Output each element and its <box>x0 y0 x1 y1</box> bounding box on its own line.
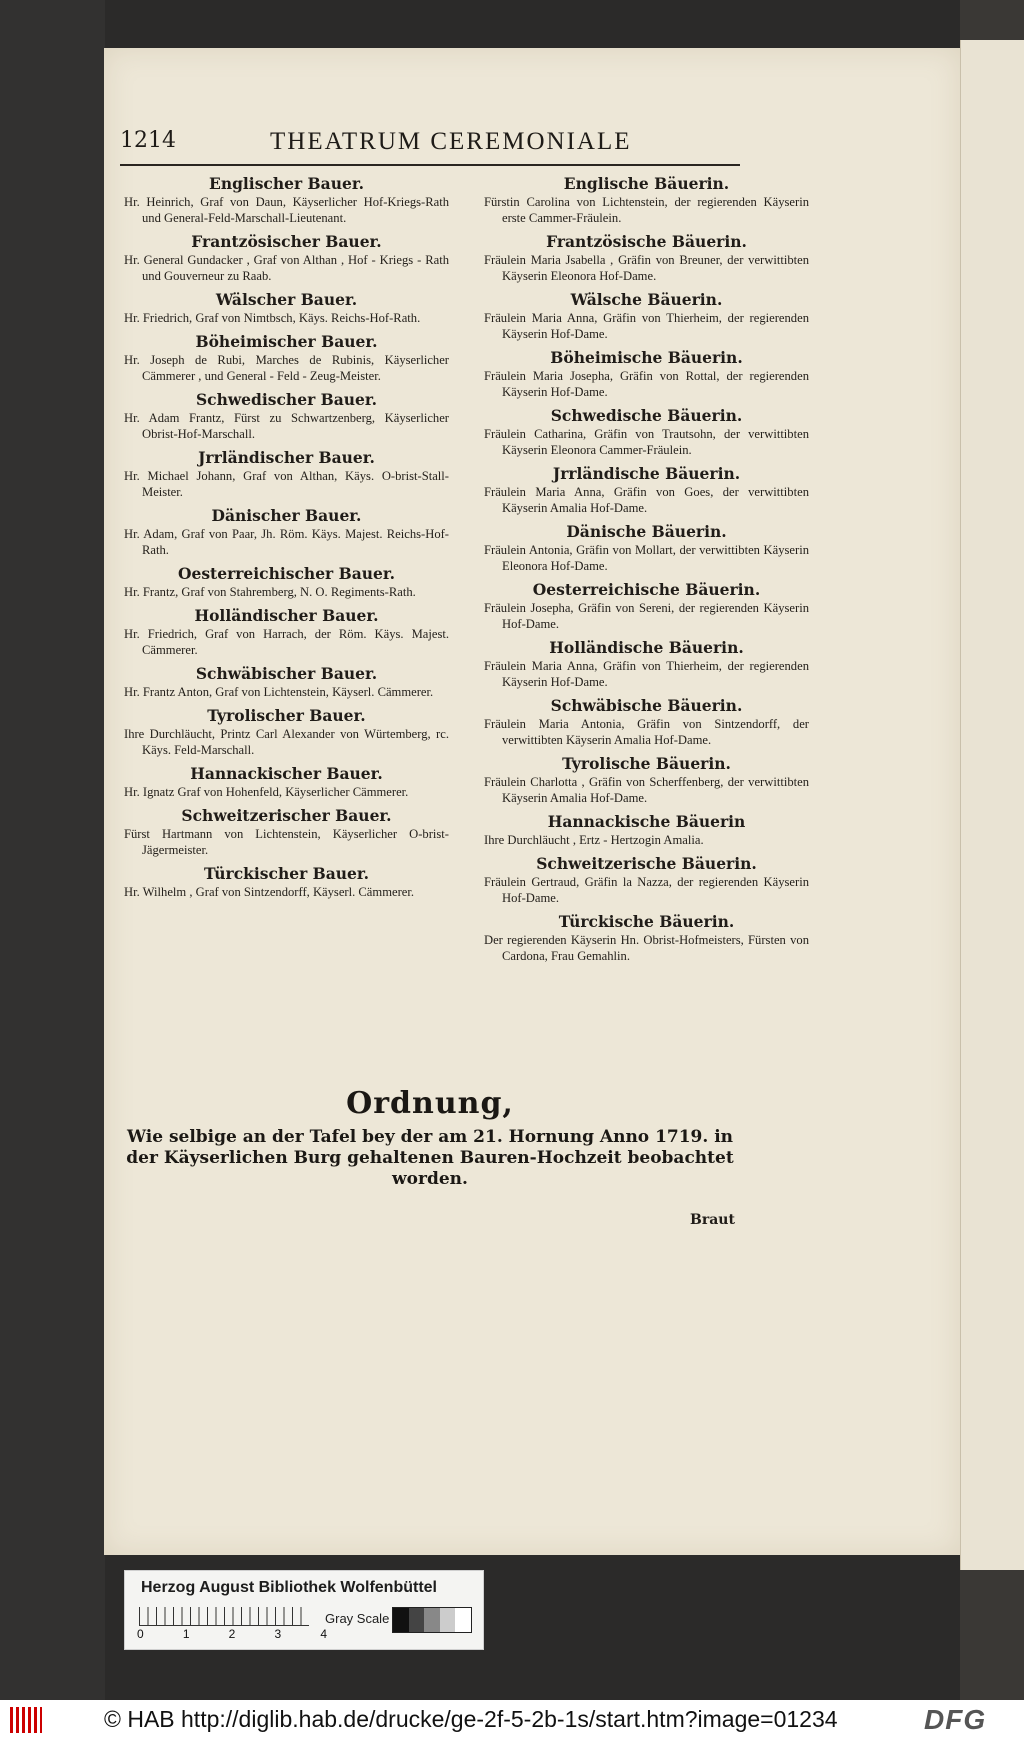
entry-text: Hr. Michael Johann, Graf von Althan, Käys. O-brist-Stall-Meister. <box>124 469 449 499</box>
entry-text: Hr. Wilhelm , Graf von Sintzendorff, Käyserl. Cämmerer. <box>124 885 415 899</box>
entry-title: Türckischer Bauer. <box>203 864 370 883</box>
entry-title: Wälsche Bäuerin. <box>570 290 723 309</box>
entry-title: Wälscher Bauer. <box>215 290 358 309</box>
entry-text: Ihre Durchläucht , Ertz - Hertzogin Amalia. <box>484 833 704 847</box>
entry-title: Holländischer Bauer. <box>194 606 379 625</box>
entry <box>124 232 449 284</box>
grayscale-patch <box>440 1608 456 1632</box>
ordnung-section <box>120 1086 740 1190</box>
ruler-number: 2 <box>228 1627 236 1641</box>
entry <box>484 290 809 342</box>
library-name: Herzog August Bibliothek Wolfenbüttel <box>141 1579 437 1596</box>
entry-title: Englische Bäuerin. <box>563 174 730 193</box>
entry-title: Schweitzerischer Bauer. <box>181 806 392 825</box>
entry <box>124 806 449 858</box>
entry-text: Hr. Friedrich, Graf von Harrach, der Röm. Käys. Majest. Cämmerer. <box>124 627 449 657</box>
entry-title: Schwedische Bäuerin. <box>550 406 743 425</box>
entry <box>124 706 449 758</box>
entry-text: Fräulein Gertraud, Gräfin la Nazza, der regierenden Käyserin Hof-Dame. <box>484 875 809 905</box>
entry <box>124 764 449 800</box>
grayscale-patch <box>409 1608 425 1632</box>
right-column <box>484 174 809 970</box>
entry-text: Hr. General Gundacker , Graf von Althan , Hof - Kriegs - Rath und Gouverneur zu Raab. <box>124 253 449 283</box>
entry <box>124 332 449 384</box>
entry <box>124 290 449 326</box>
entry-title: Schwedischer Bauer. <box>195 390 378 409</box>
entry-title: Oesterreichischer Bauer. <box>177 564 396 583</box>
catchword: Braut <box>690 1212 735 1228</box>
entry-title: Jrrländischer Bauer. <box>198 448 375 467</box>
entry-text: Fräulein Maria Jsabella , Gräfin von Breuner, der verwittibten Käyserin Eleonora Hof-Dame. <box>484 253 809 283</box>
entry <box>484 912 809 964</box>
page-header <box>120 128 740 174</box>
entry-title: Schwäbische Bäuerin. <box>550 696 743 715</box>
entry <box>484 580 809 632</box>
entry-text: Fräulein Maria Anna, Gräfin von Goes, der verwittibten Käyserin Amalia Hof-Dame. <box>484 485 809 515</box>
entry-text: Hr. Friedrich, Graf von Nimtbsch, Käys. Reichs-Hof-Rath. <box>124 311 421 325</box>
ordnung-title: Ordnung, <box>346 1086 514 1121</box>
background-left <box>0 0 105 1700</box>
entry-text: Fräulein Antonia, Gräfin von Mollart, der verwittibten Käyserin Eleonora Hof-Dame. <box>484 543 809 573</box>
entry <box>484 854 809 906</box>
page-number: 1214 <box>120 128 176 153</box>
entry-title: Dänische Bäuerin. <box>566 522 727 541</box>
entry-title: Böheimische Bäuerin. <box>550 348 743 367</box>
ruler-number: 3 <box>274 1627 282 1641</box>
entry-title: Jrrländische Bäuerin. <box>552 464 741 483</box>
entry <box>124 448 449 500</box>
grayscale-label: Gray Scale <box>325 1611 390 1626</box>
entry <box>484 522 809 574</box>
grayscale-patch <box>424 1608 440 1632</box>
entry <box>484 464 809 516</box>
entry-title: Dänischer Bauer. <box>211 506 362 525</box>
entry-title: Tyrolischer Bauer. <box>207 706 366 725</box>
running-title: THEATRUM CEREMONIALE <box>270 128 632 155</box>
entry-title: Hannackischer Bauer. <box>190 764 383 783</box>
ruler-number: 4 <box>320 1627 327 1641</box>
entry-text: Fräulein Charlotta , Gräfin von Scherffenberg, der verwittibten Käyserin Amalia Hof-Dame. <box>484 775 809 805</box>
ordnung-subtitle: Wie selbige an der Tafel bey der am 21. Hornung Anno 1719. in der Käyserlichen Burg gehaltenen Bauren-Hochzeit beobachtet worden. <box>126 1127 734 1189</box>
hab-logo-icon <box>10 1707 42 1733</box>
entry-title: Englischer Bauer. <box>209 174 364 193</box>
entry-text: Hr. Frantz Anton, Graf von Lichtenstein, Käyserl. Cämmerer. <box>124 685 434 699</box>
entry-title: Schweitzerische Bäuerin. <box>536 854 757 873</box>
entry-text: Fräulein Maria Josepha, Gräfin von Rottal, der regierenden Käyserin Hof-Dame. <box>484 369 809 399</box>
entry-text: Fräulein Catharina, Gräfin von Trautsohn, der verwittibten Käyserin Eleonora Cammer-Fräulein. <box>484 427 809 457</box>
footer-bar <box>0 1700 1024 1739</box>
entry-text: Der regierenden Käyserin Hn. Obrist-Hofmeisters, Fürsten von Cardona, Frau Gemahlin. <box>484 933 809 963</box>
next-page-edge <box>960 40 1024 1570</box>
ruler-number: 0 <box>137 1627 144 1641</box>
entry-title: Schwäbischer Bauer. <box>195 664 378 683</box>
entry <box>124 864 449 900</box>
entry <box>124 664 449 700</box>
entry-text: Hr. Heinrich, Graf von Daun, Käyserlicher Hof-Kriegs-Rath und General-Feld-Marschall-Lieutenant. <box>124 195 449 225</box>
source-url[interactable]: © HAB http://diglib.hab.de/drucke/ge-2f-5-2b-1s/start.htm?image=01234 <box>104 1706 838 1732</box>
entry-text: Fräulein Maria Anna, Gräfin von Thierheim, der regierenden Käyserin Hof-Dame. <box>484 659 809 689</box>
entry-title: Böheimischer Bauer. <box>195 332 378 351</box>
ruler <box>139 1607 309 1626</box>
entry-text: Fräulein Maria Antonia, Gräfin von Sintzendorff, der verwittibten Käyserin Amalia Hof-Dame. <box>484 717 809 747</box>
entry-text: Hr. Ignatz Graf von Hohenfeld, Käyserlicher Cämmerer. <box>124 785 409 799</box>
left-column <box>124 174 449 906</box>
dfg-logo: DFG <box>924 1704 987 1735</box>
entry-text: Fürst Hartmann von Lichtenstein, Käyserlicher O-brist-Jägermeister. <box>124 827 449 857</box>
ruler-number: 1 <box>182 1627 190 1641</box>
entry-text: Ihre Durchläucht, Printz Carl Alexander von Würtemberg, rc. Käys. Feld-Marschall. <box>124 727 449 757</box>
entry <box>484 406 809 458</box>
entry <box>124 606 449 658</box>
entry <box>484 232 809 284</box>
entry-text: Hr. Joseph de Rubi, Marches de Rubinis, Käyserlicher Cämmerer , und General - Feld - Zeug-Meister. <box>124 353 449 383</box>
entry <box>124 506 449 558</box>
entry-title: Frantzösischer Bauer. <box>191 232 382 251</box>
entry-title: Hannackische Bäuerin <box>547 812 746 831</box>
entry <box>484 754 809 806</box>
grayscale-swatch <box>392 1607 472 1633</box>
entry-text: Fräulein Josepha, Gräfin von Sereni, der regierenden Käyserin Hof-Dame. <box>484 601 809 631</box>
entry <box>484 638 809 690</box>
grayscale-patch <box>393 1608 409 1632</box>
entry <box>124 390 449 442</box>
entry <box>124 564 449 600</box>
entry-title: Frantzösische Bäuerin. <box>546 232 747 251</box>
entry-text: Hr. Adam Frantz, Fürst zu Schwartzenberg, Käyserlicher Obrist-Hof-Marschall. <box>124 411 449 441</box>
entry-title: Tyrolische Bäuerin. <box>562 754 731 773</box>
entry-title: Holländische Bäuerin. <box>549 638 744 657</box>
entry-title: Türckische Bäuerin. <box>558 912 735 931</box>
entry <box>484 174 809 226</box>
entry <box>484 348 809 400</box>
entry-text: Hr. Adam, Graf von Paar, Jh. Röm. Käys. Majest. Reichs-Hof-Rath. <box>124 527 449 557</box>
grayscale-patch <box>455 1608 471 1632</box>
entry <box>124 174 449 226</box>
library-card <box>124 1570 484 1650</box>
entry <box>484 696 809 748</box>
header-rule <box>120 164 740 166</box>
entry-title: Oesterreichische Bäuerin. <box>532 580 761 599</box>
entry-text: Fräulein Maria Anna, Gräfin von Thierheim, der regierenden Käyserin Hof-Dame. <box>484 311 809 341</box>
ruler-numbers <box>137 1627 327 1641</box>
entry-text: Hr. Frantz, Graf von Stahremberg, N. O. Regiments-Rath. <box>124 585 416 599</box>
entry <box>484 812 809 848</box>
entry-text: Fürstin Carolina von Lichtenstein, der regierenden Käyserin erste Cammer-Fräulein. <box>484 195 809 225</box>
